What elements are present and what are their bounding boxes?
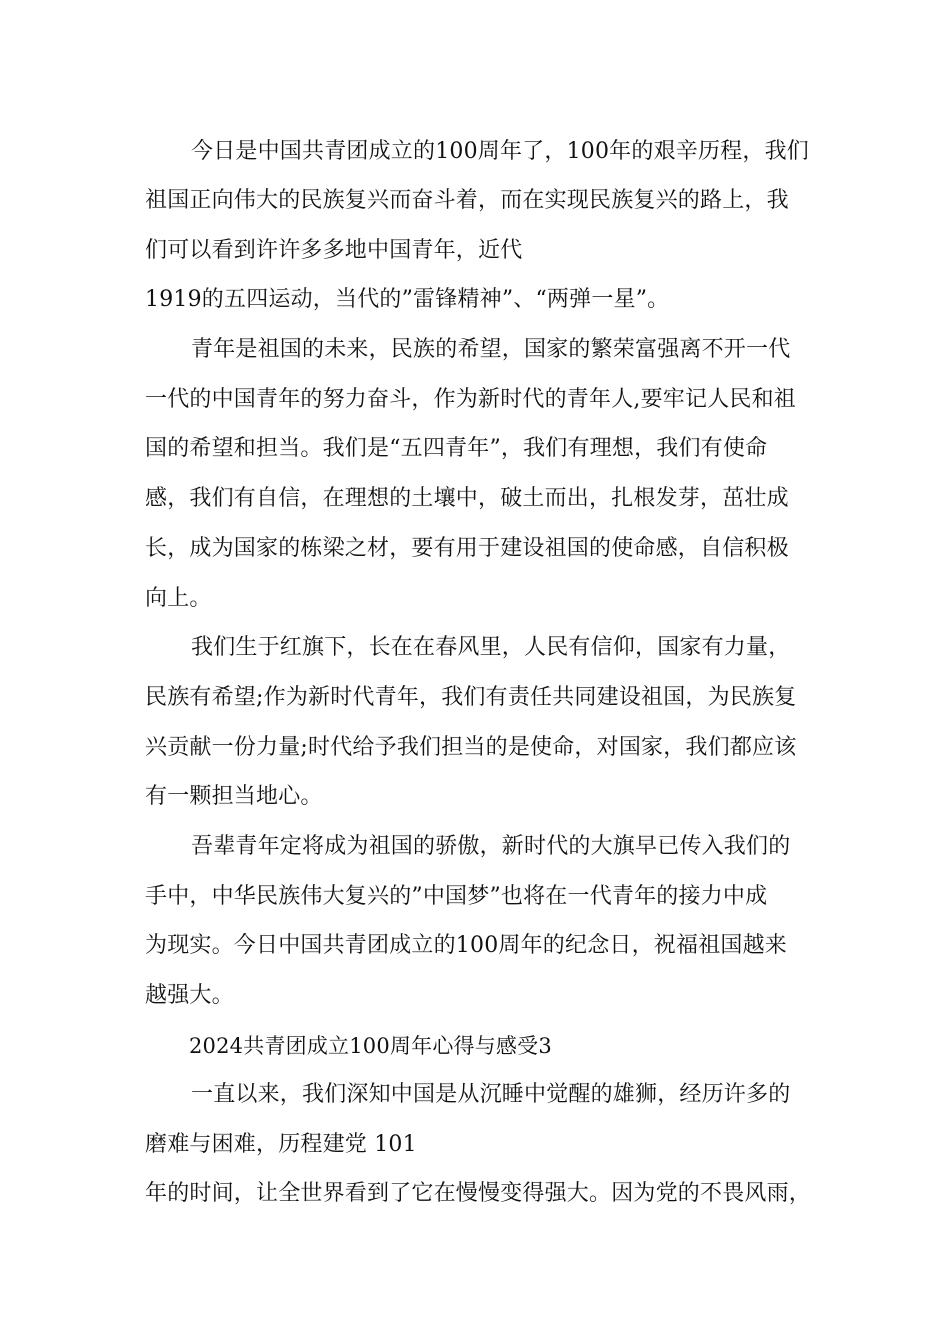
paragraph-line: 1919的五四运动，当代的”雷锋精神”、“两弹一星”。 <box>145 287 670 312</box>
paragraph-line: 兴贡献一份力量;时代给予我们担当的是使命，对国家，我们都应该 <box>145 735 797 760</box>
section-heading: 2024共青团成立100周年心得与感受3 <box>189 1034 552 1058</box>
paragraph-line: 年的时间，让全世界看到了它在慢慢变得强大。因为党的不畏风雨， <box>145 1181 812 1206</box>
paragraph-line: 越强大。 <box>145 983 234 1008</box>
paragraph-line: 感，我们有自信，在理想的土壤中，破土而出，扎根发芽，茁壮成 <box>145 486 789 511</box>
paragraph-line: 今日是中国共青团成立的100周年了，100年的艰辛历程，我们 <box>191 139 809 164</box>
paragraph-line: 们可以看到许许多多地中国青年，近代 <box>145 238 523 263</box>
paragraph-line: 吾辈青年定将成为祖国的骄傲，新时代的大旗早已传入我们的 <box>191 834 791 859</box>
paragraph-line: 向上。 <box>145 586 212 611</box>
paragraph-line: 磨难与困难，历程建党 101 <box>145 1132 417 1157</box>
paragraph-line: 民族有希望;作为新时代青年，我们有责任共同建设祖国，为民族复 <box>145 685 797 710</box>
paragraph-line: 一直以来，我们深知中国是从沉睡中觉醒的雄狮，经历许多的 <box>191 1082 791 1107</box>
paragraph-line: 长，成为国家的栋梁之材，要有用于建设祖国的使命感，自信积极 <box>145 536 789 561</box>
paragraph-line: 一代的中国青年的努力奋斗，作为新时代的青年人,要牢记人民和祖 <box>145 387 796 412</box>
paragraph-line: 有一颗担当地心。 <box>145 784 323 809</box>
paragraph-line: 青年是祖国的未来，民族的希望，国家的繁荣富强离不开一代 <box>191 337 791 362</box>
paragraph-line: 我们生于红旗下，长在在春风里，人民有信仰，国家有力量， <box>191 635 791 660</box>
paragraph-line: 国的希望和担当。我们是“五四青年”，我们有理想，我们有使命 <box>145 436 768 461</box>
paragraph-line: 为现实。今日中国共青团成立的100周年的纪念日，祝福祖国越来 <box>145 933 787 958</box>
paragraph-line: 手中，中华民族伟大复兴的”中国梦”也将在一代青年的接力中成 <box>145 884 768 909</box>
paragraph-line: 祖国正向伟大的民族复兴而奋斗着，而在实现民族复兴的路上，我 <box>145 188 789 213</box>
